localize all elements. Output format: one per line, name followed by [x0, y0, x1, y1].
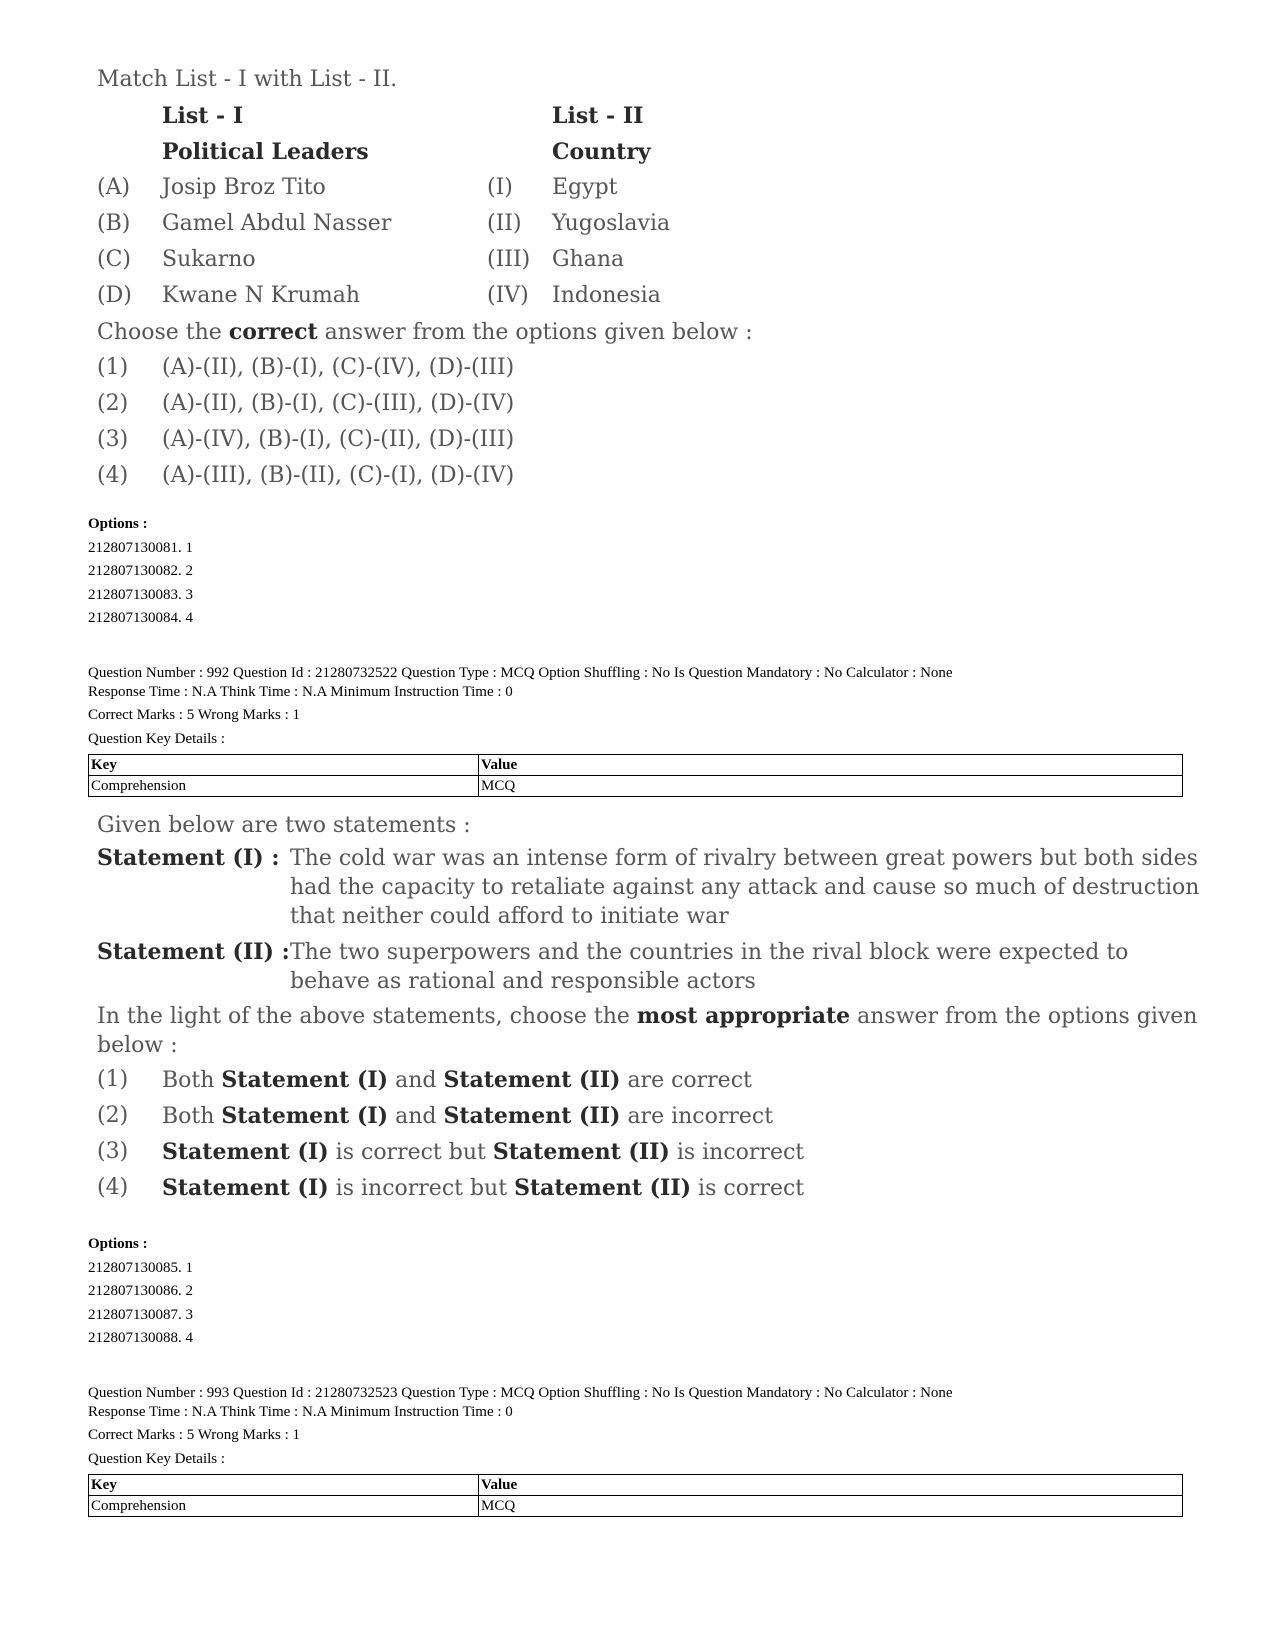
- statement-1-ref: Statement (I): [162, 1175, 329, 1201]
- answer-tail: are incorrect: [627, 1104, 774, 1129]
- answer-text: [162, 1139, 804, 1175]
- q2-light-line: [97, 1002, 1200, 1060]
- statement-2-ref: Statement (II): [514, 1175, 692, 1201]
- option-id: 212807130084. 4: [88, 610, 193, 626]
- answer-choice: [97, 350, 753, 386]
- row-numeral: (III): [487, 247, 531, 272]
- table-header-key: Key: [89, 755, 479, 776]
- q1-instruction: Match List - I with List - II.: [97, 67, 398, 92]
- q993-marks: Correct Marks : 5 Wrong Marks : 1: [88, 1427, 300, 1443]
- list1-header: List - I: [162, 103, 244, 129]
- row-letter: (B): [97, 211, 131, 236]
- answer-text: (A)-(II), (B)-(I), (C)-(III), (D)-(IV): [162, 391, 515, 416]
- answer-choice: [97, 1067, 1200, 1103]
- table-cell-value: MCQ: [479, 1496, 1183, 1517]
- answer-number: (2): [97, 1103, 129, 1128]
- q1-instruction-row: [97, 62, 753, 98]
- row-letter: (D): [97, 283, 132, 308]
- match-row: [97, 206, 753, 242]
- option-id: 212807130086. 2: [88, 1283, 193, 1299]
- leader-name: Sukarno: [162, 247, 256, 272]
- statement-1-ref: Statement (I): [221, 1067, 389, 1093]
- q1-list-headers: [97, 98, 753, 134]
- row-letter: (C): [97, 247, 131, 272]
- answer-text: [162, 1103, 773, 1139]
- leader-name: Josip Broz Tito: [162, 175, 326, 200]
- table-row: [89, 776, 1183, 797]
- answer-number: (4): [97, 463, 129, 488]
- answer-number: (3): [97, 427, 129, 452]
- match-row: [97, 278, 753, 314]
- option-id: 212807130081. 1: [88, 539, 193, 556]
- statement-2-ref: Statement (II): [443, 1103, 621, 1129]
- statement-2: [97, 938, 1200, 996]
- q992-header-line2: Response Time : N.A Think Time : N.A Minimum Instruction Time : 0: [88, 684, 513, 700]
- row-numeral: (II): [487, 211, 522, 236]
- statement-2-text: The two superpowers and the countries in the rival block were expected to behave as rational and responsible actors: [290, 940, 1129, 994]
- row-numeral: (I): [487, 175, 513, 200]
- answer-choice: [97, 458, 753, 494]
- table-cell-value: MCQ: [479, 776, 1183, 797]
- country-name: Egypt: [552, 175, 618, 200]
- leader-name: Kwane N Krumah: [162, 283, 361, 308]
- statement-1-ref: Statement (I): [221, 1103, 389, 1129]
- country-name: Ghana: [552, 247, 625, 272]
- choose-pre: Choose the: [97, 320, 222, 345]
- answer-choice: [97, 1175, 1200, 1211]
- table-header-value: Value: [479, 1475, 1183, 1496]
- word-and: and: [395, 1104, 437, 1129]
- answer-number: (4): [97, 1175, 129, 1200]
- q992-header-line1: Question Number : 992 Question Id : 21280732522 Question Type : MCQ Option Shuffling : No Is Question Mandatory : No Calculator : None: [88, 665, 953, 681]
- list2-header: List - II: [552, 103, 644, 129]
- answer-mid: is incorrect but: [335, 1176, 508, 1201]
- answer-mid: is correct but: [335, 1140, 486, 1165]
- word-both: Both: [162, 1104, 215, 1129]
- answer-text: (A)-(II), (B)-(I), (C)-(IV), (D)-(III): [162, 355, 515, 380]
- answer-number: (1): [97, 1067, 129, 1092]
- table-header-row: [89, 1475, 1183, 1496]
- word-both: Both: [162, 1068, 215, 1093]
- question-991-image: [97, 62, 753, 494]
- statement-2-ref: Statement (II): [492, 1139, 670, 1165]
- answer-text: [162, 1175, 804, 1211]
- statement-1: [97, 844, 1200, 931]
- q992-key-table: [88, 754, 1183, 797]
- q992-marks: Correct Marks : 5 Wrong Marks : 1: [88, 707, 300, 723]
- word-and: and: [395, 1068, 437, 1093]
- options-label: Options :: [88, 516, 148, 532]
- country-name: Yugoslavia: [552, 211, 671, 236]
- answer-tail: is incorrect: [676, 1140, 805, 1165]
- list1-subheader: Political Leaders: [162, 139, 369, 165]
- option-id: 212807130082. 2: [88, 563, 193, 579]
- q993-key-details: Question Key Details :: [88, 1451, 226, 1467]
- answer-number: (2): [97, 391, 129, 416]
- statement-2-label: Statement (II) :: [97, 939, 290, 965]
- option-id: 212807130083. 3: [88, 586, 193, 603]
- answer-number: (1): [97, 355, 129, 380]
- match-row: [97, 170, 753, 206]
- statement-1-label: Statement (I) :: [97, 845, 280, 871]
- match-row: [97, 242, 753, 278]
- table-cell-key: Comprehension: [89, 776, 479, 797]
- options-label: Options :: [88, 1236, 148, 1252]
- question-992-image: [97, 808, 1200, 1211]
- q993-key-table: [88, 1474, 1183, 1517]
- row-numeral: (IV): [487, 283, 529, 308]
- answer-number: (3): [97, 1139, 129, 1164]
- answer-choice: [97, 1103, 1200, 1139]
- statement-1-text: The cold war was an intense form of rivalry between great powers but both sides had the capacity to retaliate against any attack and cause so much of destruction that neither could afford to initiate war: [290, 846, 1200, 929]
- table-header-value: Value: [479, 755, 1183, 776]
- choose-bold: correct: [228, 319, 318, 345]
- q1-choose-line: [97, 314, 753, 350]
- answer-choice: [97, 1139, 1200, 1175]
- q992-options-block: [88, 1233, 193, 1351]
- option-id: 212807130088. 4: [88, 1330, 193, 1346]
- table-row: [89, 1496, 1183, 1517]
- table-header-key: Key: [89, 1475, 479, 1496]
- q2-intro: Given below are two statements :: [97, 813, 471, 838]
- answer-choice: [97, 422, 753, 458]
- choose-post: answer from the options given below :: [324, 320, 753, 345]
- option-id: 212807130085. 1: [88, 1259, 193, 1276]
- answer-text: (A)-(III), (B)-(II), (C)-(I), (D)-(IV): [162, 463, 515, 488]
- light-bold: most appropriate: [636, 1003, 851, 1029]
- row-letter: (A): [97, 175, 131, 200]
- leader-name: Gamel Abdul Nasser: [162, 211, 392, 236]
- country-name: Indonesia: [552, 283, 661, 308]
- answer-tail: are correct: [627, 1068, 752, 1093]
- table-cell-key: Comprehension: [89, 1496, 479, 1517]
- q1-list-subheaders: [97, 134, 753, 170]
- q993-header-line2: Response Time : N.A Think Time : N.A Minimum Instruction Time : 0: [88, 1404, 513, 1420]
- q992-key-details: Question Key Details :: [88, 731, 226, 747]
- option-id: 212807130087. 3: [88, 1306, 193, 1323]
- table-header-row: [89, 755, 1183, 776]
- q993-header-line1: Question Number : 993 Question Id : 21280732523 Question Type : MCQ Option Shuffling : No Is Question Mandatory : No Calculator : None: [88, 1385, 953, 1401]
- statement-2-ref: Statement (II): [443, 1067, 621, 1093]
- light-pre: In the light of the above statements, choose the: [97, 1004, 630, 1029]
- q991-options-block: [88, 513, 193, 631]
- answer-tail: is correct: [698, 1176, 805, 1201]
- answer-text: (A)-(IV), (B)-(I), (C)-(II), (D)-(III): [162, 427, 515, 452]
- answer-choice: [97, 386, 753, 422]
- answer-text: [162, 1067, 752, 1103]
- light-post: answer from the options given below :: [97, 1004, 1198, 1058]
- list2-subheader: Country: [552, 139, 651, 165]
- statement-1-ref: Statement (I): [162, 1139, 329, 1165]
